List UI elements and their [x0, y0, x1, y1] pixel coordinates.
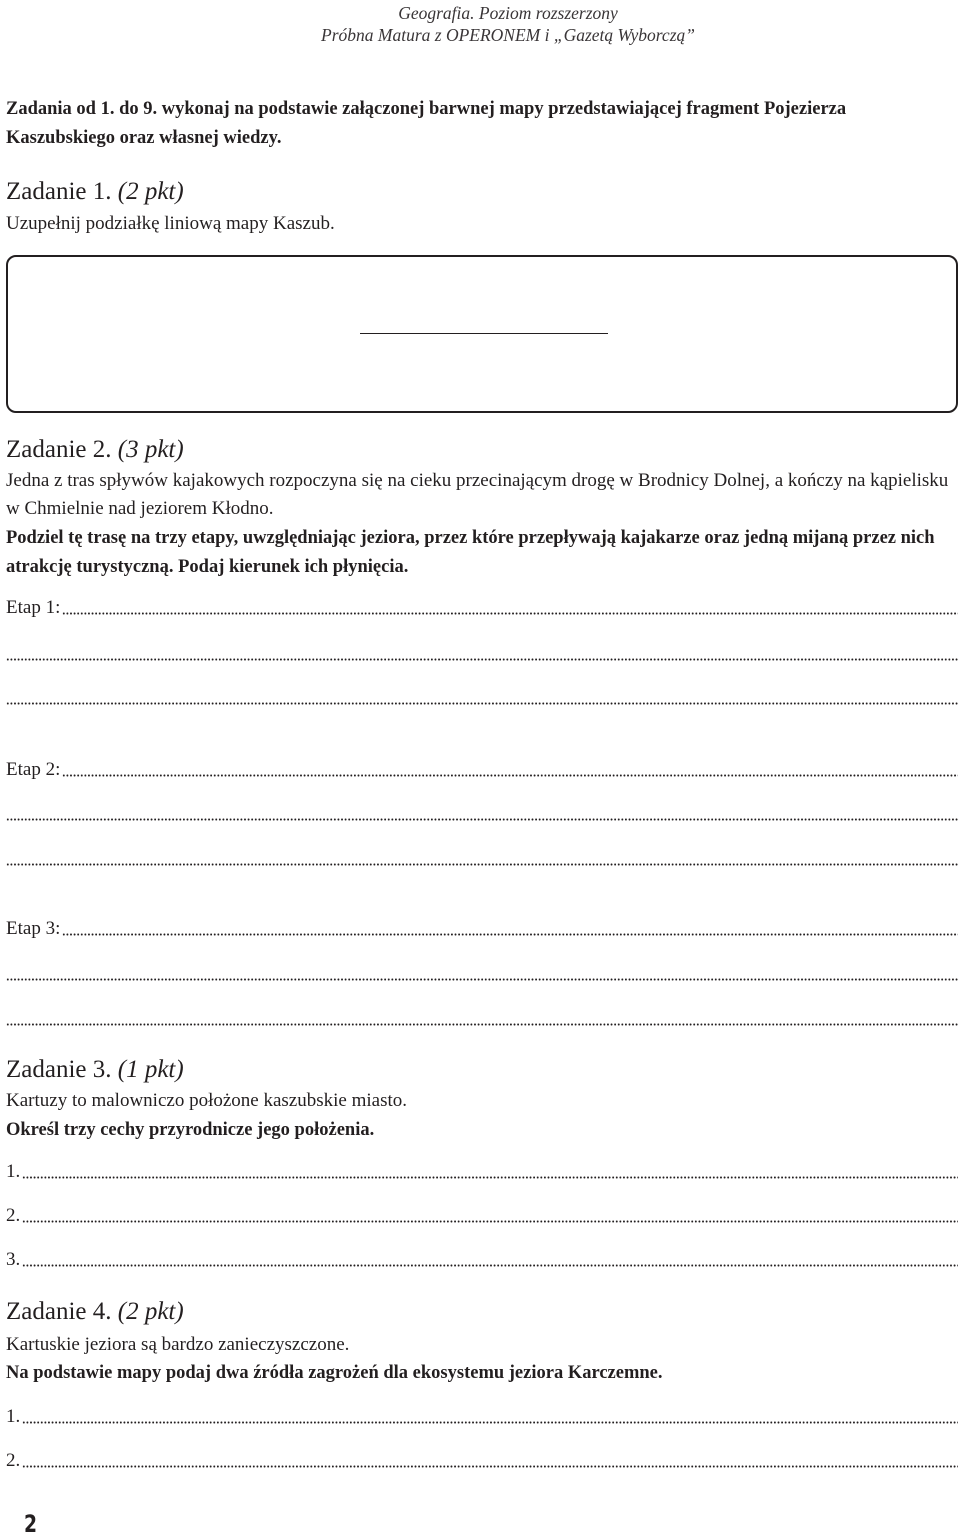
dotted-line: [22, 1406, 958, 1424]
task1-heading: [6, 177, 184, 207]
answer-line-stage1-2[interactable]: [6, 640, 958, 668]
task2-points: (3 pkt): [117, 436, 184, 463]
dotted-line: [6, 643, 958, 661]
answer-line-stage2-3[interactable]: [6, 845, 958, 873]
task4-instruction: Na podstawie mapy podaj dwa źródła zagrożeń dla ekosystemu jeziora Karczemne.: [6, 1363, 663, 1383]
task4-title: Zadanie 4.: [6, 1298, 112, 1325]
scale-answer-box[interactable]: [6, 255, 958, 413]
answer-line-task4-1[interactable]: [6, 1403, 958, 1431]
answer-line-stage2-2[interactable]: [6, 800, 958, 828]
answer-line-stage3[interactable]: [6, 915, 958, 943]
task2-text: Jedna z tras spływów kajakowych rozpoczyna się na cieku przecinającym drogę w Brodnicy Dolnej, a kończy na kąpielisku w Chmielnie nad jeziorem Kłodno.: [6, 470, 949, 519]
dotted-line: [6, 963, 958, 981]
answer-number: 3.: [6, 1249, 21, 1270]
answer-line-task3-3[interactable]: [6, 1246, 958, 1274]
task3-title: Zadanie 3.: [6, 1056, 112, 1083]
dotted-line: [62, 918, 958, 936]
dotted-line: [22, 1161, 958, 1179]
dotted-line: [6, 687, 958, 705]
task4-text: Kartuskie jeziora są bardzo zanieczyszczone.: [6, 1334, 350, 1355]
task1-title: Zadanie 1.: [6, 178, 112, 205]
answer-number: 1.: [6, 1161, 21, 1182]
page-header: [321, 2, 695, 46]
answer-line-stage2[interactable]: [6, 756, 958, 784]
dotted-line: [22, 1249, 958, 1267]
dotted-line: [22, 1205, 958, 1223]
task2-heading: [6, 435, 184, 465]
header-subject: Geografia. Poziom rozszerzony: [398, 3, 618, 23]
answer-line-task4-2[interactable]: [6, 1447, 958, 1475]
task4-heading: [6, 1297, 184, 1327]
task3-points: (1 pkt): [117, 1056, 184, 1083]
dotted-line: [62, 597, 958, 615]
task1-points: (2 pkt): [117, 178, 184, 205]
stage2-label: Etap 2:: [6, 759, 61, 780]
answer-line-task3-1[interactable]: [6, 1158, 958, 1186]
task2-title: Zadanie 2.: [6, 436, 112, 463]
stage3-label: Etap 3:: [6, 918, 61, 939]
answer-line-stage3-2[interactable]: [6, 960, 958, 988]
answer-line-stage1[interactable]: [6, 594, 958, 622]
dotted-line: [6, 1008, 958, 1026]
answer-line-stage1-3[interactable]: [6, 684, 958, 712]
task1-instruction: Uzupełnij podziałkę liniową mapy Kaszub.: [6, 213, 335, 234]
answer-line-stage3-3[interactable]: [6, 1005, 958, 1033]
stage1-label: Etap 1:: [6, 597, 61, 618]
scale-bar-line: [360, 333, 608, 334]
intro-instruction: Zadania od 1. do 9. wykonaj na podstawie załączonej barwnej mapy przedstawiającej fragment Pojezierza Kaszubskiego oraz własnej wiedzy.: [6, 99, 847, 148]
answer-number: 1.: [6, 1406, 21, 1427]
task3-text: Kartuzy to malowniczo położone kaszubskie miasto.: [6, 1090, 408, 1111]
answer-line-task3-2[interactable]: [6, 1202, 958, 1230]
answer-number: 2.: [6, 1205, 21, 1226]
dotted-line: [6, 803, 958, 821]
dotted-line: [6, 848, 958, 866]
header-exam-name: Próbna Matura z OPERONEM i „Gazetą Wyborczą”: [321, 25, 695, 45]
task2-instruction: Podziel tę trasę na trzy etapy, uwzględniając jeziora, przez które przepływają kajakarze oraz jedną mijaną przez nich atrakcję turystyczną. Podaj kierunek ich płynięcia.: [6, 528, 935, 577]
dotted-line: [62, 759, 958, 777]
task3-heading: [6, 1055, 184, 1085]
task3-instruction: Określ trzy cechy przyrodnicze jego położenia.: [6, 1120, 375, 1140]
task4-points: (2 pkt): [117, 1298, 184, 1325]
dotted-line: [22, 1450, 958, 1468]
page-number: 2: [24, 1510, 38, 1538]
answer-number: 2.: [6, 1450, 21, 1471]
